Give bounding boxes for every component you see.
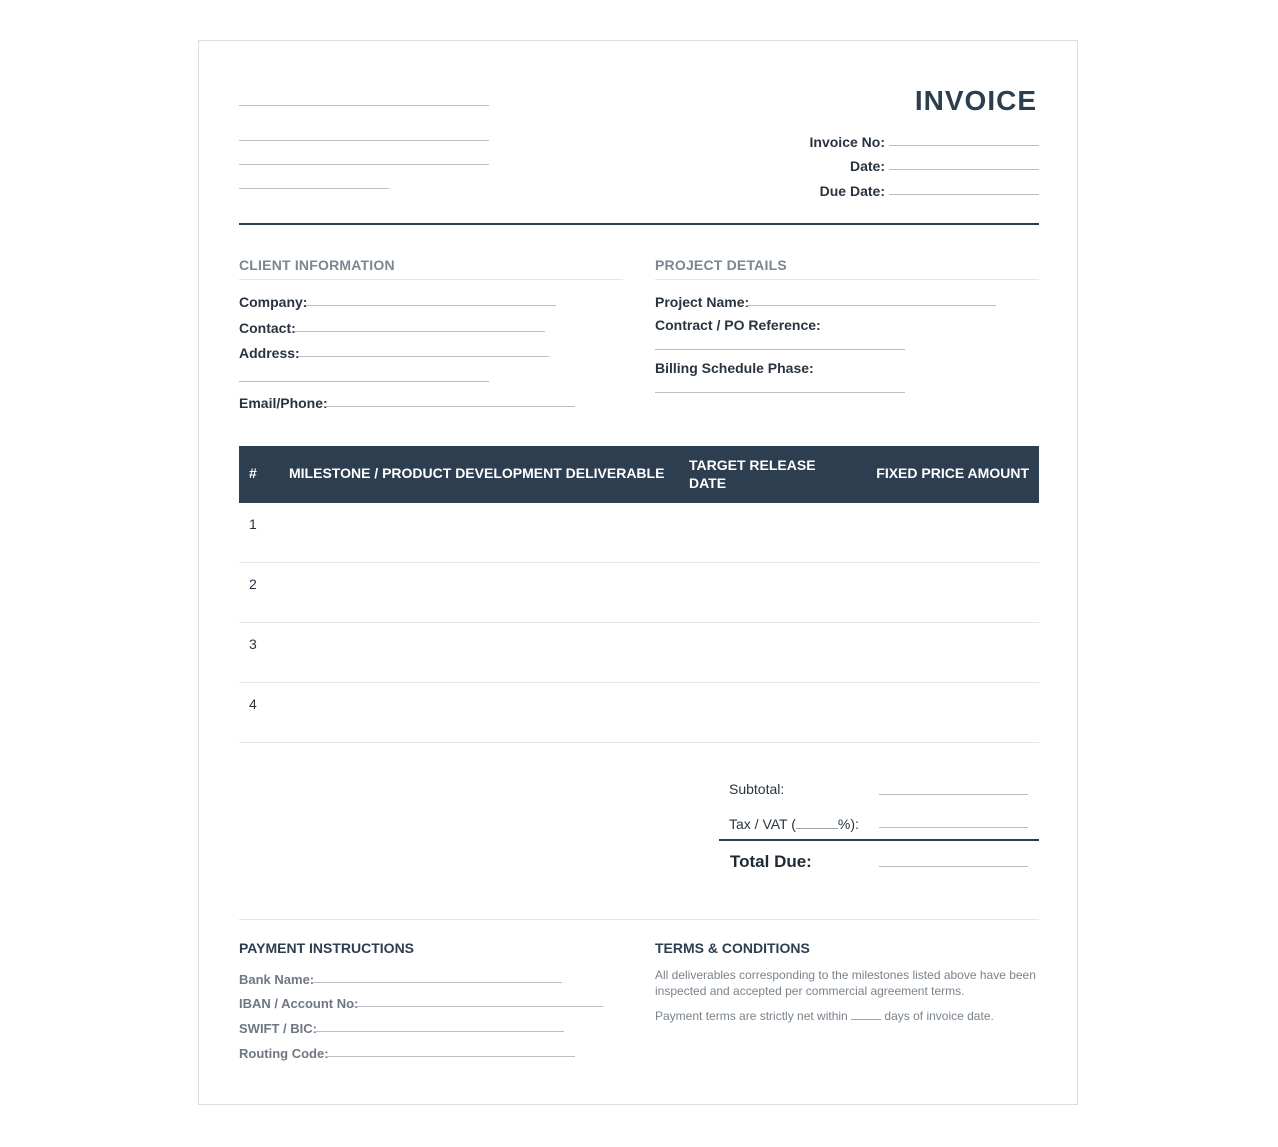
subtotal-field[interactable]: [879, 794, 1028, 795]
tax-label: [729, 816, 859, 832]
address-field-2[interactable]: [239, 381, 489, 382]
date-field[interactable]: [889, 169, 1039, 170]
billing-phase-field[interactable]: [655, 392, 905, 393]
date-label: Date:: [849, 158, 885, 174]
sender-line-2[interactable]: [239, 140, 489, 141]
milestone-table-header: [239, 446, 1039, 503]
swift-field[interactable]: [314, 1031, 564, 1032]
total-due-field[interactable]: [879, 866, 1028, 867]
table-row-divider: [239, 622, 1039, 623]
payment-heading: PAYMENT INSTRUCTIONS: [239, 940, 415, 956]
table-row-divider: [239, 682, 1039, 683]
iban-label: IBAN / Account No:: [239, 996, 359, 1011]
tax-field[interactable]: [879, 827, 1028, 828]
email-phone-label: Email/Phone:: [239, 395, 328, 411]
net-days-field[interactable]: [851, 1010, 881, 1020]
project-details-underline: [655, 279, 1039, 280]
invoice-no-label: Invoice No:: [809, 134, 885, 150]
col-deliverable-header: MILESTONE / PRODUCT DEVELOPMENT DELIVERABLE: [289, 465, 665, 481]
terms-paragraph-1: All deliverables corresponding to the milestones listed above have been inspected and accepted per commercial agreement terms.: [655, 968, 1036, 998]
billing-phase-label: Billing Schedule Phase:: [655, 360, 814, 376]
contact-field[interactable]: [295, 331, 545, 332]
project-name-label: Project Name:: [655, 294, 750, 310]
due-date-field[interactable]: [889, 194, 1039, 195]
footer-divider: [239, 919, 1039, 920]
table-row-number: 1: [249, 516, 257, 532]
col-amount-header: FIXED PRICE AMOUNT: [876, 465, 1029, 481]
company-label: Company:: [239, 294, 308, 310]
table-row-divider: [239, 742, 1039, 743]
contact-label: Contact:: [239, 320, 296, 336]
invoice-no-field[interactable]: [889, 145, 1039, 146]
table-row-number: 2: [249, 576, 257, 592]
terms-paragraph-2: [655, 1008, 1041, 1024]
terms-paragraph-2-suffix: days of invoice date.: [884, 1009, 994, 1023]
company-field[interactable]: [306, 305, 556, 306]
table-row-number: 3: [249, 636, 257, 652]
bank-name-label: Bank Name:: [239, 972, 315, 987]
email-phone-field[interactable]: [325, 406, 575, 407]
sender-line-1[interactable]: [239, 105, 489, 106]
table-row-number: 4: [249, 696, 257, 712]
tax-label-prefix: Tax / VAT (: [729, 816, 796, 832]
iban-field[interactable]: [353, 1006, 603, 1007]
sender-line-3[interactable]: [239, 164, 489, 165]
subtotal-label: Subtotal:: [729, 781, 785, 797]
routing-code-field[interactable]: [325, 1056, 575, 1057]
invoice-title: INVOICE: [914, 85, 1037, 116]
table-row-divider: [239, 562, 1039, 563]
col-number-header: #: [249, 465, 257, 481]
address-label: Address:: [239, 345, 300, 361]
contract-label: Contract / PO Reference:: [655, 317, 821, 333]
tax-rate-field[interactable]: [796, 817, 838, 829]
header-divider: [239, 223, 1039, 225]
total-due-label: Total Due:: [730, 852, 812, 871]
due-date-label: Due Date:: [819, 183, 885, 199]
total-divider: [719, 839, 1039, 841]
sender-line-4[interactable]: [239, 188, 389, 189]
contract-field[interactable]: [655, 349, 905, 350]
terms-paragraph-2-prefix: Payment terms are strictly net within: [655, 1009, 848, 1023]
col-release-date-header: TARGET RELEASE DATE: [689, 457, 816, 491]
invoice-page: [198, 40, 1078, 1105]
project-details-heading: PROJECT DETAILS: [655, 257, 787, 273]
client-info-heading: CLIENT INFORMATION: [239, 257, 395, 273]
swift-label: SWIFT / BIC:: [239, 1021, 317, 1036]
routing-code-label: Routing Code:: [239, 1046, 329, 1061]
project-name-field[interactable]: [746, 305, 996, 306]
bank-name-field[interactable]: [312, 982, 562, 983]
address-field-1[interactable]: [299, 356, 549, 357]
tax-label-suffix: %):: [837, 816, 859, 832]
terms-heading: TERMS & CONDITIONS: [655, 940, 810, 956]
client-info-underline: [239, 279, 623, 280]
